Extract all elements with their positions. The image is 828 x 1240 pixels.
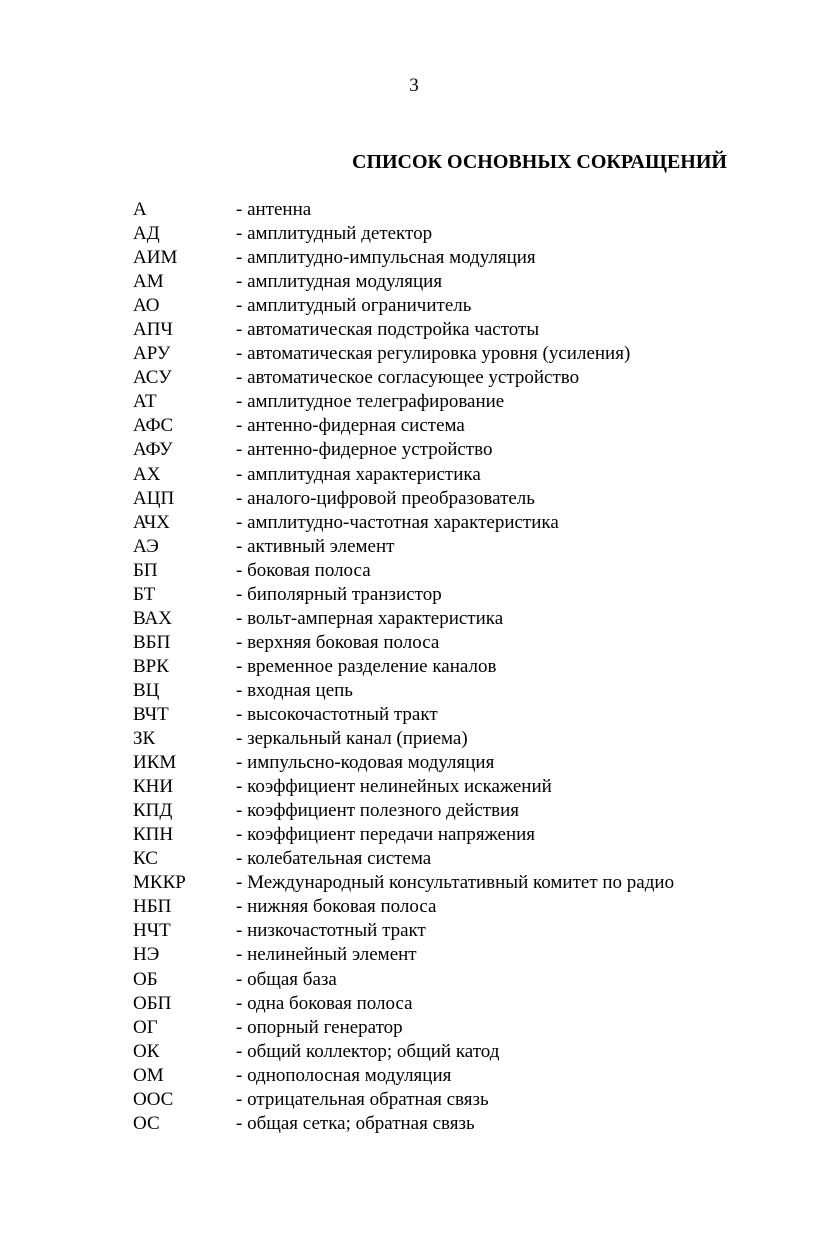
abbreviation-definition: - нижняя боковая полоса [236, 896, 437, 918]
abbreviation-term: ОК [133, 1040, 160, 1062]
abbreviation-definition: - биполярный транзистор [236, 583, 442, 605]
abbreviation-row [133, 511, 674, 535]
abbreviation-row [133, 318, 674, 342]
abbreviation-definition: - опорный генератор [236, 1016, 403, 1038]
abbreviation-list [133, 198, 674, 1136]
abbreviation-row [133, 1040, 674, 1064]
abbreviation-definition: - автоматическая подстройка частоты [236, 319, 540, 341]
abbreviation-term: КНИ [133, 776, 174, 798]
abbreviation-term: ВЧТ [133, 703, 169, 725]
abbreviation-row [133, 871, 674, 895]
abbreviation-term: ВЦ [133, 679, 160, 701]
abbreviation-row [133, 414, 674, 438]
abbreviation-definition: - амплитудная характеристика [236, 463, 481, 485]
abbreviation-definition: - зеркальный канал (приема) [236, 728, 468, 750]
abbreviation-definition: - аналого-цифровой преобразователь [236, 487, 535, 509]
abbreviation-term: НЭ [133, 944, 160, 966]
abbreviation-term: КС [133, 848, 158, 870]
abbreviation-term: ЗК [133, 728, 156, 750]
page-number: 3 [409, 75, 419, 96]
abbreviation-row [133, 1112, 674, 1136]
abbreviation-definition: - антенна [236, 199, 312, 220]
abbreviation-term: АД [133, 223, 160, 245]
abbreviation-row [133, 342, 674, 366]
abbreviation-term: АМ [133, 271, 164, 293]
abbreviation-definition: - колебательная система [236, 848, 432, 870]
abbreviation-term: ОБП [133, 992, 172, 1014]
abbreviation-row [133, 992, 674, 1016]
abbreviation-row [133, 823, 674, 847]
abbreviation-term: КПН [133, 824, 174, 846]
page-title: СПИСОК ОСНОВНЫХ СОКРАЩЕНИЙ [352, 151, 727, 173]
abbreviation-row [133, 968, 674, 992]
abbreviation-definition: - коэффициент передачи напряжения [236, 824, 536, 846]
abbreviation-term: АФС [133, 415, 174, 437]
abbreviation-row [133, 487, 674, 511]
abbreviation-definition: - амплитудный ограничитель [236, 295, 472, 317]
abbreviation-term: ИКМ [133, 752, 177, 774]
abbreviation-row [133, 270, 674, 294]
abbreviation-definition: - амплитудное телеграфирование [236, 391, 505, 413]
abbreviation-definition: - общий коллектор; общий катод [236, 1040, 500, 1062]
abbreviation-definition: - амплитудная модуляция [236, 271, 443, 293]
abbreviation-row [133, 607, 674, 631]
abbreviation-term: АФУ [133, 439, 173, 461]
abbreviation-definition: - боковая полоса [236, 559, 371, 581]
abbreviation-term: БП [133, 559, 158, 581]
abbreviation-definition: - автоматическое согласующее устройство [236, 367, 580, 389]
abbreviation-term: А [133, 199, 147, 220]
abbreviation-definition: - временное разделение каналов [236, 655, 497, 677]
abbreviation-term: АХ [133, 463, 161, 485]
abbreviation-definition: - входная цепь [236, 679, 353, 701]
abbreviation-definition: - однополосная модуляция [236, 1064, 452, 1086]
abbreviation-row [133, 943, 674, 967]
abbreviation-term: АЧХ [133, 511, 170, 533]
abbreviation-definition: - общая база [236, 968, 337, 990]
abbreviation-definition: - коэффициент полезного действия [236, 800, 519, 822]
abbreviation-definition: - амплитудный детектор [236, 223, 433, 245]
abbreviation-row [133, 366, 674, 390]
abbreviation-row [133, 751, 674, 775]
abbreviation-row [133, 222, 674, 246]
abbreviation-definition: - верхняя боковая полоса [236, 631, 440, 653]
abbreviation-term: БТ [133, 583, 156, 605]
abbreviation-row [133, 799, 674, 823]
abbreviation-row [133, 535, 674, 559]
abbreviation-row [133, 1064, 674, 1088]
abbreviation-definition: - одна боковая полоса [236, 992, 413, 1014]
abbreviation-definition: - общая сетка; обратная связь [236, 1112, 475, 1134]
abbreviation-term: ВРК [133, 655, 169, 677]
abbreviation-term: НБП [133, 896, 172, 918]
abbreviation-row [133, 463, 674, 487]
abbreviation-row [133, 1088, 674, 1112]
abbreviation-term: АРУ [133, 343, 171, 365]
abbreviation-row [133, 1016, 674, 1040]
abbreviation-row [133, 583, 674, 607]
abbreviation-definition: - коэффициент нелинейных искажений [236, 776, 552, 798]
abbreviation-term: АЭ [133, 535, 159, 557]
abbreviation-term: ВБП [133, 631, 171, 653]
abbreviation-definition: - нелинейный элемент [236, 944, 417, 966]
abbreviation-term: АЦП [133, 487, 175, 509]
abbreviation-term: ООС [133, 1088, 174, 1110]
abbreviation-term: ОГ [133, 1016, 158, 1038]
abbreviation-row [133, 559, 674, 583]
abbreviation-row [133, 847, 674, 871]
abbreviation-row [133, 390, 674, 414]
abbreviation-row [133, 895, 674, 919]
abbreviation-row [133, 727, 674, 751]
abbreviation-term: ОБ [133, 968, 158, 990]
abbreviation-row [133, 198, 674, 222]
abbreviation-term: КПД [133, 800, 173, 822]
abbreviation-row [133, 438, 674, 462]
abbreviation-definition: - амплитудно-частотная характеристика [236, 511, 559, 533]
abbreviation-definition: - Международный консультативный комитет по радио [236, 872, 675, 894]
abbreviation-definition: - активный элемент [236, 535, 395, 557]
abbreviation-term: ОМ [133, 1064, 164, 1086]
abbreviation-term: АПЧ [133, 319, 173, 341]
abbreviation-row [133, 246, 674, 270]
abbreviation-row [133, 294, 674, 318]
abbreviation-definition: - высокочастотный тракт [236, 703, 438, 725]
abbreviation-term: МККР [133, 872, 186, 894]
abbreviation-definition: - вольт-амперная характеристика [236, 607, 504, 629]
abbreviation-row [133, 679, 674, 703]
abbreviation-definition: - низкочастотный тракт [236, 920, 426, 942]
abbreviation-term: ВАХ [133, 607, 172, 629]
abbreviation-definition: - автоматическая регулировка уровня (усиления) [236, 343, 631, 365]
abbreviation-term: АИМ [133, 247, 178, 269]
abbreviation-term: НЧТ [133, 920, 171, 942]
abbreviation-definition: - антенно-фидерное устройство [236, 439, 493, 461]
abbreviation-term: АО [133, 295, 160, 317]
abbreviation-row [133, 703, 674, 727]
abbreviation-definition: - амплитудно-импульсная модуляция [236, 247, 536, 269]
abbreviation-definition: - антенно-фидерная система [236, 415, 465, 437]
abbreviation-term: АСУ [133, 367, 172, 389]
abbreviation-row [133, 631, 674, 655]
abbreviation-definition: - импульсно-кодовая модуляция [236, 752, 495, 774]
abbreviation-term: ОС [133, 1112, 160, 1134]
abbreviation-row [133, 655, 674, 679]
abbreviation-term: АТ [133, 391, 157, 413]
abbreviation-definition: - отрицательная обратная связь [236, 1088, 489, 1110]
abbreviation-row [133, 919, 674, 943]
abbreviation-row [133, 775, 674, 799]
